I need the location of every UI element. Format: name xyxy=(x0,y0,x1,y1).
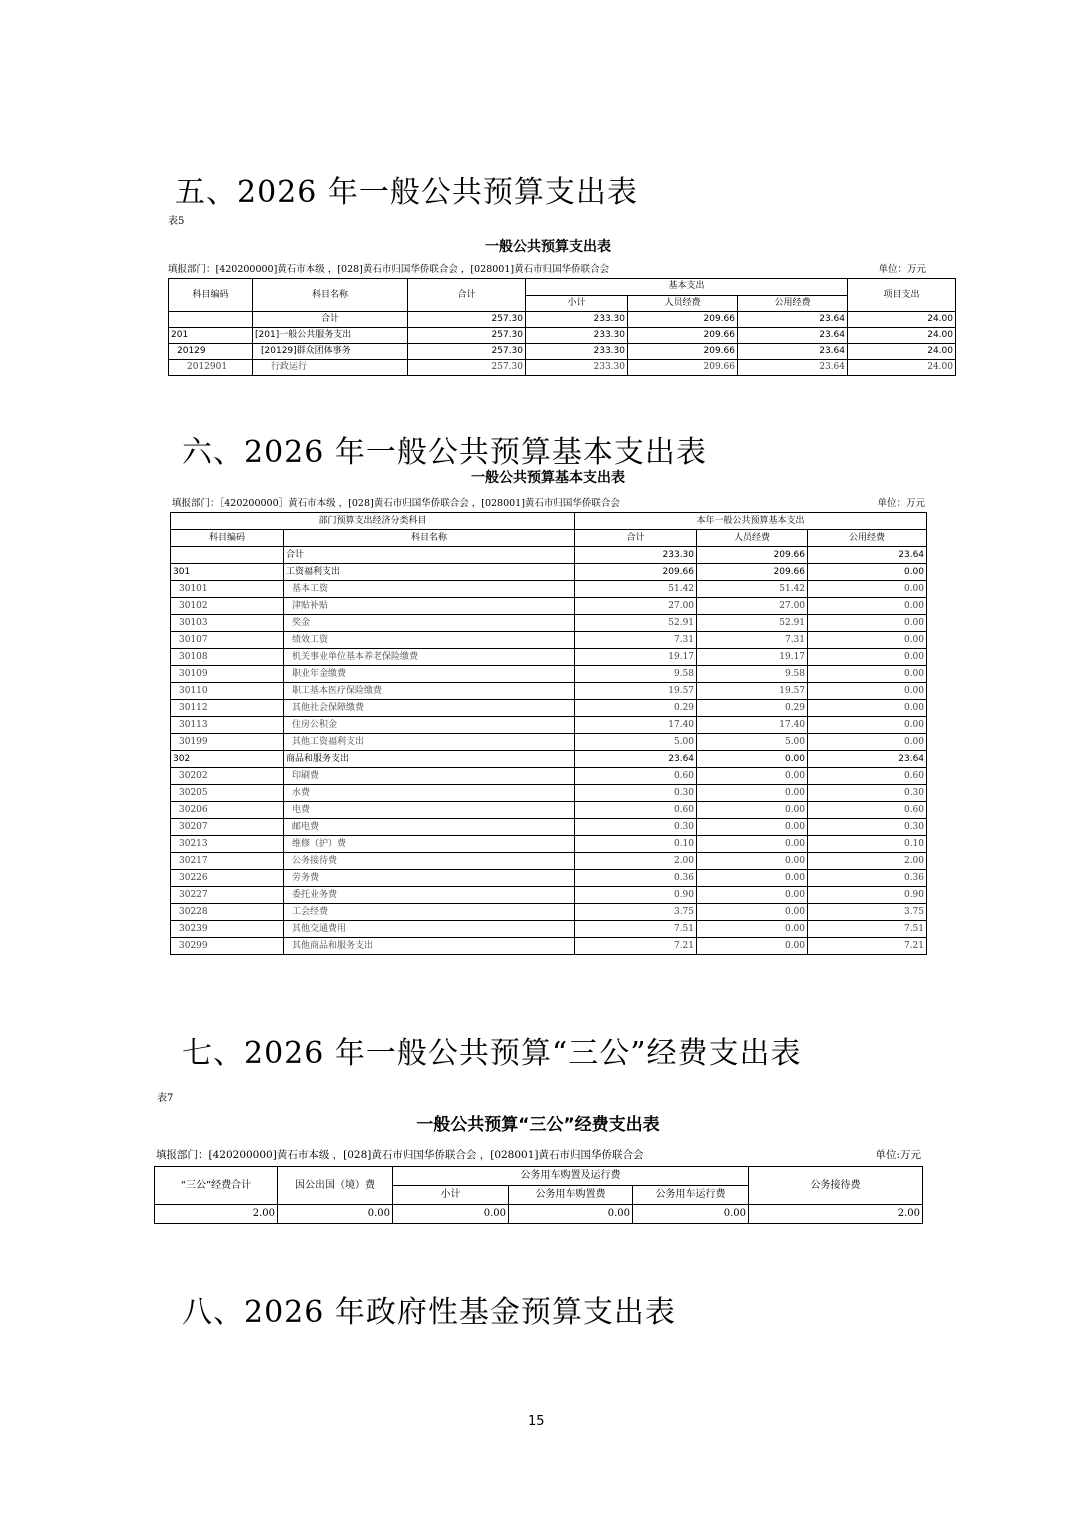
header-code: 科目编码 xyxy=(169,279,253,312)
section7-heading: 七、2026 年一般公共预算“三公”经费支出表 xyxy=(182,1036,802,1071)
header-name: 科目名称 xyxy=(284,530,575,547)
table-row: 301 工资福利支出 209.66 209.66 0.00 xyxy=(171,564,927,581)
table-row: 2.00 0.00 0.00 0.00 0.00 2.00 xyxy=(155,1205,923,1224)
header-public: 公用经费 xyxy=(808,530,927,547)
table-row: 30107 绩效工资 7.31 7.31 0.00 xyxy=(171,632,927,649)
section6-table-title: 一般公共预算基本支出表 xyxy=(471,470,625,486)
table-row: 30205 水费 0.30 0.00 0.30 xyxy=(171,785,927,802)
header-personnel: 人员经费 xyxy=(697,530,808,547)
header-total: 合计 xyxy=(575,530,697,547)
table-general-expenditure xyxy=(168,278,956,376)
table-row: 30227 委托业务费 0.90 0.00 0.90 xyxy=(171,887,927,904)
header-abroad: 因公出国（境）费 xyxy=(278,1167,393,1205)
header-subtotal: 小计 xyxy=(526,295,628,312)
table-row: 2012901 行政运行 257.30 233.30 209.66 23.64 24.00 xyxy=(169,360,956,376)
table-row: 302 商品和服务支出 23.64 0.00 23.64 xyxy=(171,751,927,768)
header-project: 项目支出 xyxy=(848,279,956,312)
section7-table-number: 表7 xyxy=(157,1093,174,1104)
table-row: 30102 津贴补贴 27.00 27.00 0.00 xyxy=(171,598,927,615)
section7-table-title: 一般公共预算“三公”经费支出表 xyxy=(416,1115,660,1135)
table-three-public xyxy=(154,1166,923,1224)
table-row: 30213 维修（护）费 0.10 0.00 0.10 xyxy=(171,836,927,853)
header-total: 合计 xyxy=(408,279,526,312)
page-number: 15 xyxy=(528,1414,545,1429)
section8-heading: 八、2026 年政府性基金预算支出表 xyxy=(182,1295,676,1330)
section6-heading: 六、2026 年一般公共预算基本支出表 xyxy=(182,435,707,470)
header-personnel: 人员经费 xyxy=(628,295,738,312)
table-row: 合计 257.30 233.30 209.66 23.64 24.00 xyxy=(169,312,956,328)
table-row: 30239 其他交通费用 7.51 0.00 7.51 xyxy=(171,921,927,938)
header-operation: 公务用车运行费 xyxy=(633,1186,749,1205)
table-row: 30103 奖金 52.91 52.91 0.00 xyxy=(171,615,927,632)
section7-unit: 单位:万元 xyxy=(875,1149,921,1161)
section6-dept: 填报部门：［420200000］黄石市本级 ，[028]黄石市归国华侨联合会 ，[028001]黄石市归国华侨联合会 xyxy=(172,498,620,509)
table-row: 30112 其他社会保障缴费 0.29 0.29 0.00 xyxy=(171,700,927,717)
table-row: 30109 职业年金缴费 9.58 9.58 0.00 xyxy=(171,666,927,683)
header-economic-group: 部门预算支出经济分类科目 xyxy=(171,513,575,530)
table-row: 30202 印刷费 0.60 0.00 0.60 xyxy=(171,768,927,785)
table-row: 30228 工会经费 3.75 0.00 3.75 xyxy=(171,904,927,921)
header-vehicle: 公务用车购置及运行费 xyxy=(393,1167,749,1186)
header-purchase: 公务用车购置费 xyxy=(509,1186,633,1205)
section5-table-number: 表5 xyxy=(168,216,185,227)
header-subtotal: 小计 xyxy=(393,1186,509,1205)
table-row: 20129 [20129]群众团体事务 257.30 233.30 209.66 23.64 24.00 xyxy=(169,344,956,360)
table-row: 30101 基本工资 51.42 51.42 0.00 xyxy=(171,581,927,598)
table-row: 30207 邮电费 0.30 0.00 0.30 xyxy=(171,819,927,836)
table-row: 30113 住房公积金 17.40 17.40 0.00 xyxy=(171,717,927,734)
header-public: 公用经费 xyxy=(738,295,848,312)
header-reception: 公务接待费 xyxy=(749,1167,923,1205)
table-basic-expenditure xyxy=(170,512,927,955)
header-basic-group: 本年一般公共预算基本支出 xyxy=(575,513,927,530)
section5-heading: 五、2026 年一般公共预算支出表 xyxy=(175,175,638,210)
section6-unit: 单位：万元 xyxy=(877,498,925,509)
table-row: 201 [201]一般公共服务支出 257.30 233.30 209.66 23.64 24.00 xyxy=(169,328,956,344)
section5-table-title: 一般公共预算支出表 xyxy=(485,239,611,255)
header-name: 科目名称 xyxy=(253,279,408,312)
header-three-public-total: “三公”经费合计 xyxy=(155,1167,278,1205)
table-row: 30206 电费 0.60 0.00 0.60 xyxy=(171,802,927,819)
section5-unit: 单位：万元 xyxy=(878,264,926,275)
section5-dept: 填报部门：[420200000]黄石市本级 ，[028]黄石市归国华侨联合会 ，[028001]黄石市归国华侨联合会 xyxy=(168,264,610,275)
header-basic: 基本支出 xyxy=(526,279,848,296)
table-row: 30199 其他工资福利支出 5.00 5.00 0.00 xyxy=(171,734,927,751)
table-row: 30226 劳务费 0.36 0.00 0.36 xyxy=(171,870,927,887)
section7-dept: 填报部门：[420200000]黄石市本级 ，[028]黄石市归国华侨联合会 ，[028001]黄石市归国华侨联合会 xyxy=(156,1149,644,1161)
table-row: 合计 233.30 209.66 23.64 xyxy=(171,547,927,564)
table-row: 30108 机关事业单位基本养老保险缴费 19.17 19.17 0.00 xyxy=(171,649,927,666)
table-row: 30299 其他商品和服务支出 7.21 0.00 7.21 xyxy=(171,938,927,955)
table-row: 30217 公务接待费 2.00 0.00 2.00 xyxy=(171,853,927,870)
header-code: 科目编码 xyxy=(171,530,284,547)
table-row: 30110 职工基本医疗保险缴费 19.57 19.57 0.00 xyxy=(171,683,927,700)
